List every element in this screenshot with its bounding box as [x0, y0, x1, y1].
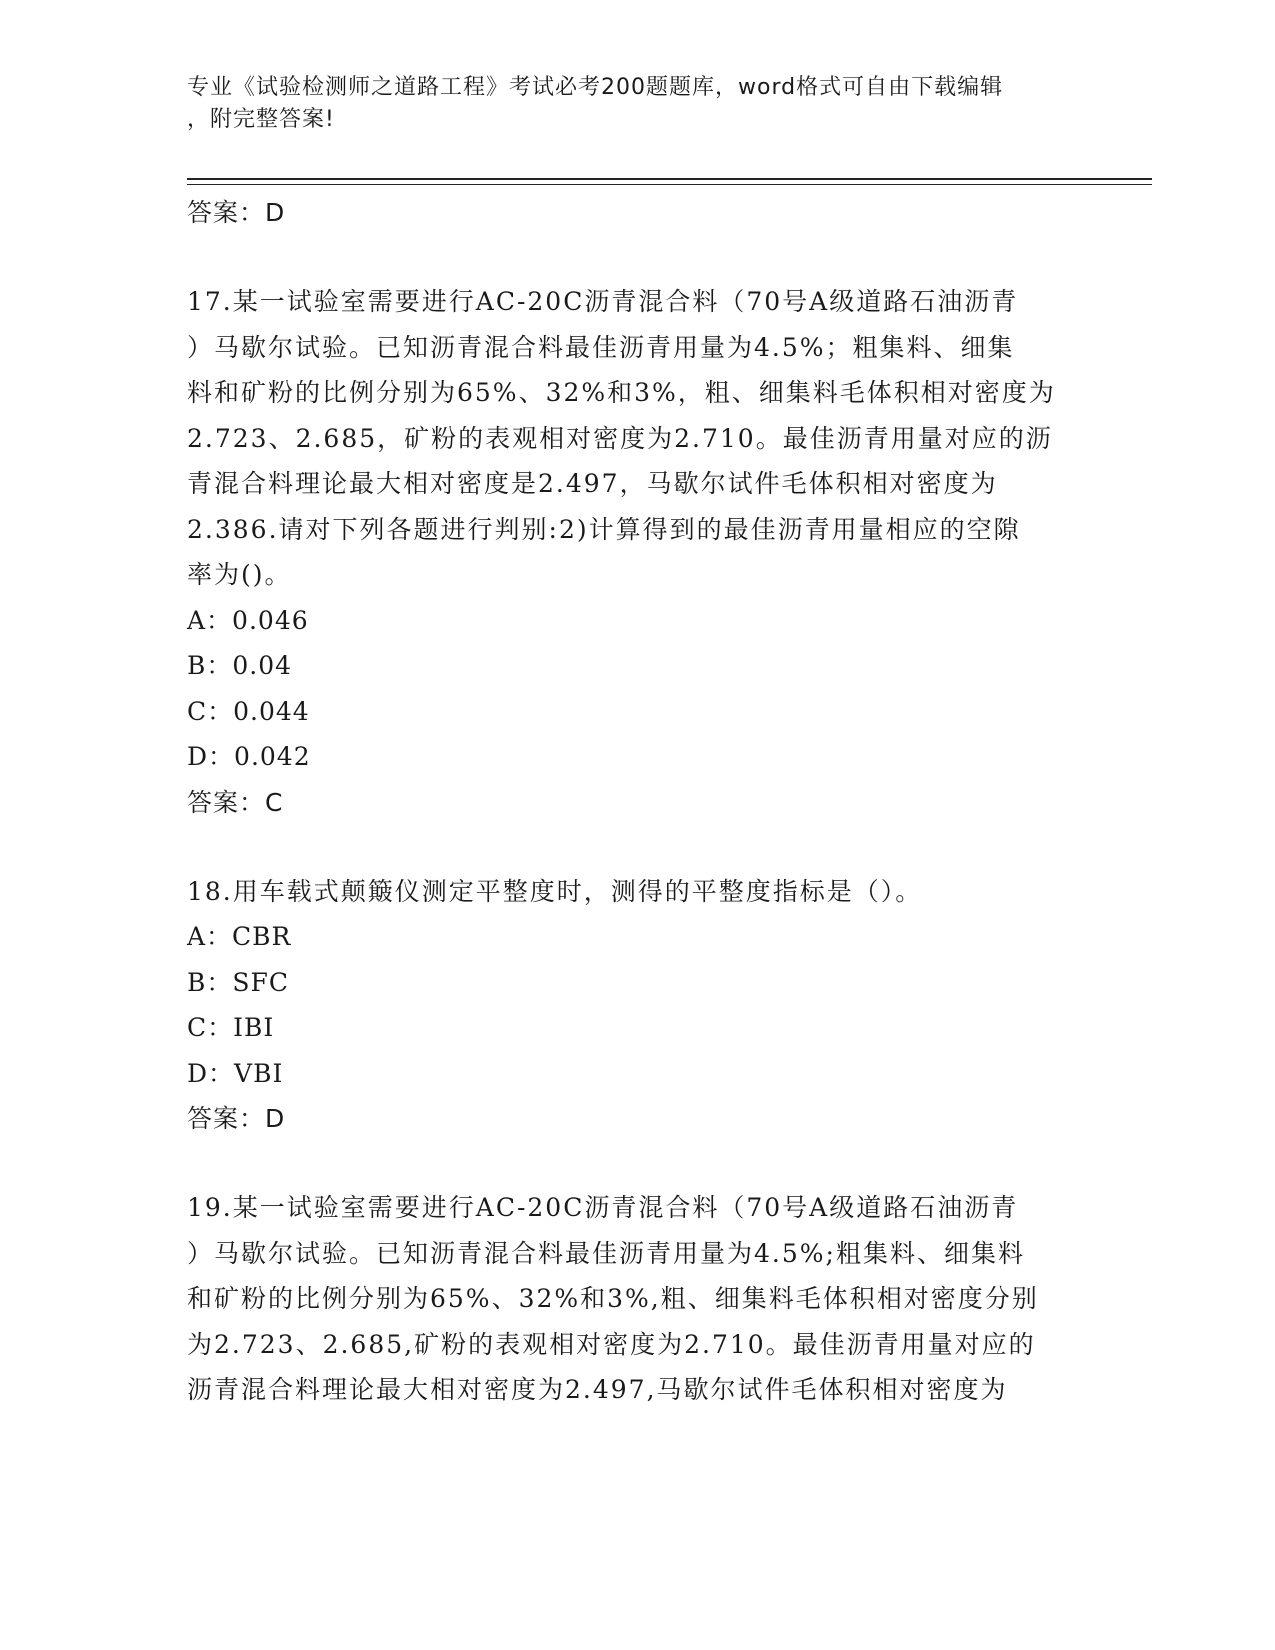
question-line: ）马歇尔试验。已知沥青混合料最佳沥青用量为4.5%；粗集料、细集 [187, 332, 1015, 362]
option-a: A：CBR [187, 922, 292, 951]
question-line: 率为()。 [187, 560, 292, 589]
option-c: C：0.044 [187, 696, 310, 726]
document-header [187, 72, 1067, 136]
header-line-2: ，附完整答案! [187, 107, 335, 132]
question-block [187, 279, 1087, 825]
option-a: A：0.046 [187, 605, 309, 635]
question-line: 18.用车载式颠簸仪测定平整度时，测得的平整度指标是（）。 [187, 876, 923, 906]
option-d: D：VBI [187, 1058, 284, 1088]
question-line: 料和矿粉的比例分别为65%、32%和3%，粗、细集料毛体积相对密度为 [187, 378, 1056, 407]
question-line: 2.386.请对下列各题进行判别:2)计算得到的最佳沥青用量相应的空隙 [187, 514, 1021, 544]
question-line: ）马歇尔试验。已知沥青混合料最佳沥青用量为4.5%;粗集料、细集料 [187, 1238, 1025, 1268]
option-b: B：0.04 [187, 651, 293, 680]
option-c: C：IBI [187, 1013, 275, 1042]
document-body [187, 190, 1087, 1413]
question-line: 19.某一试验室需要进行AC-20C沥青混合料（70号A级道路石油沥青 [187, 1193, 1019, 1222]
question-line: 17.某一试验室需要进行AC-20C沥青混合料（70号A级道路石油沥青 [187, 287, 1019, 316]
option-b: B：SFC [187, 967, 289, 997]
question-block [187, 1185, 1087, 1413]
question-block [187, 869, 1087, 1142]
question-line: 和矿粉的比例分别为65%、32%和3%,粗、细集料毛体积相对密度分别 [187, 1284, 1039, 1313]
answer-line: 答案：D [187, 1104, 286, 1133]
question-line: 青混合料理论最大相对密度是2.497，马歇尔试件毛体积相对密度为 [187, 469, 998, 498]
answer-line: 答案：C [187, 787, 284, 817]
option-d: D：0.042 [187, 742, 311, 771]
answer-line: 答案：D [187, 198, 286, 227]
question-line: 2.723、2.685，矿粉的表观相对密度为2.710。最佳沥青用量对应的沥 [187, 423, 1053, 453]
question-line: 沥青混合料理论最大相对密度为2.497,马歇尔试件毛体积相对密度为 [187, 1375, 1008, 1404]
question-line: 为2.723、2.685,矿粉的表观相对密度为2.710。最佳沥青用量对应的 [187, 1329, 1036, 1359]
header-rule-thin [187, 184, 1152, 185]
header-rule-thick [187, 178, 1152, 180]
header-line-1: 专业《试验检测师之道路工程》考试必考200题题库，word格式可自由下载编辑 [187, 75, 1004, 100]
